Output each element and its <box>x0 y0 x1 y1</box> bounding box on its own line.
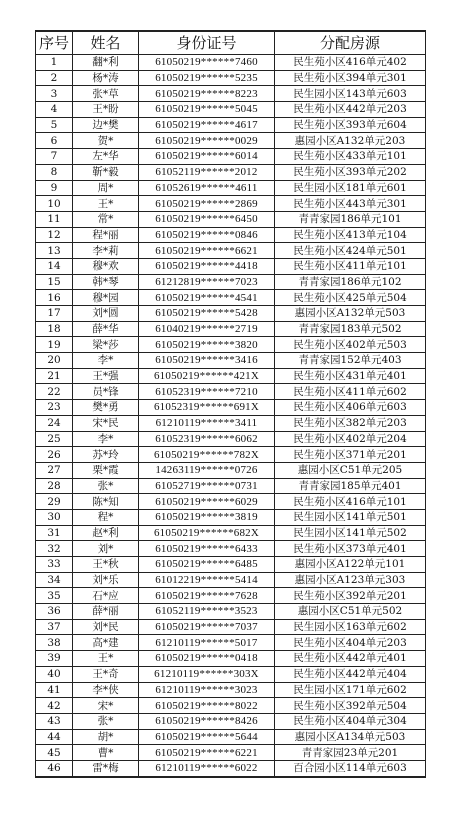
cell-assigned-housing: 民生苑小区411单元602 <box>275 384 426 400</box>
table-row <box>36 149 426 165</box>
cell-id-number: 61050219******8022 <box>139 698 275 714</box>
cell-id-number: 61050219******6485 <box>139 557 275 573</box>
table-row <box>36 102 426 118</box>
cell-assigned-housing: 民生园小区171单元602 <box>275 682 426 698</box>
header-assigned-housing: 分配房源 <box>275 31 426 55</box>
table-row <box>36 462 426 478</box>
cell-id-number: 61050219******8426 <box>139 713 275 729</box>
cell-id-number: 61052119******2012 <box>139 164 275 180</box>
cell-id-number: 61050219******421X <box>139 368 275 384</box>
table-row <box>36 525 426 541</box>
cell-name: 靳*毅 <box>73 164 139 180</box>
cell-name: 翻*利 <box>73 55 139 71</box>
cell-assigned-housing: 民生苑小区394单元301 <box>275 70 426 86</box>
cell-assigned-housing: 民生苑小区373单元401 <box>275 541 426 557</box>
cell-serial-number: 27 <box>36 462 73 478</box>
cell-name: 薛*华 <box>73 321 139 337</box>
table-row <box>36 180 426 196</box>
cell-name: 赵*利 <box>73 525 139 541</box>
table-row <box>36 447 426 463</box>
table-row <box>36 588 426 604</box>
cell-name: 杨*涛 <box>73 70 139 86</box>
table-body <box>36 55 426 777</box>
cell-serial-number: 37 <box>36 619 73 635</box>
cell-name: 陈*知 <box>73 494 139 510</box>
cell-serial-number: 1 <box>36 55 73 71</box>
header-id-number: 身份证号 <box>139 31 275 55</box>
table-row <box>36 55 426 71</box>
cell-id-number: 61210119******3023 <box>139 682 275 698</box>
cell-id-number: 61050219******8223 <box>139 86 275 102</box>
cell-id-number: 61052319******6062 <box>139 431 275 447</box>
cell-serial-number: 29 <box>36 494 73 510</box>
cell-serial-number: 4 <box>36 102 73 118</box>
cell-assigned-housing: 民生苑小区433单元101 <box>275 149 426 165</box>
cell-assigned-housing: 民生苑小区431单元401 <box>275 368 426 384</box>
header-row <box>36 31 426 55</box>
cell-id-number: 61212819******7023 <box>139 274 275 290</box>
cell-name: 穆*园 <box>73 290 139 306</box>
table-row <box>36 384 426 400</box>
cell-name: 张* <box>73 713 139 729</box>
cell-name: 栗*霞 <box>73 462 139 478</box>
cell-assigned-housing: 青青家园186单元102 <box>275 274 426 290</box>
cell-serial-number: 43 <box>36 713 73 729</box>
cell-serial-number: 39 <box>36 651 73 667</box>
cell-serial-number: 3 <box>36 86 73 102</box>
cell-id-number: 61050219******0418 <box>139 651 275 667</box>
cell-name: 李*侠 <box>73 682 139 698</box>
table-row <box>36 666 426 682</box>
cell-assigned-housing: 惠园小区A132单元503 <box>275 306 426 322</box>
table-row <box>36 478 426 494</box>
cell-serial-number: 16 <box>36 290 73 306</box>
table-row <box>36 509 426 525</box>
cell-serial-number: 21 <box>36 368 73 384</box>
table-row <box>36 321 426 337</box>
cell-serial-number: 9 <box>36 180 73 196</box>
cell-name: 李* <box>73 353 139 369</box>
cell-assigned-housing: 民生苑小区393单元202 <box>275 164 426 180</box>
table-row <box>36 604 426 620</box>
cell-id-number: 61050219******6621 <box>139 243 275 259</box>
cell-assigned-housing: 百合园小区114单元603 <box>275 760 426 776</box>
cell-id-number: 61210119******5017 <box>139 635 275 651</box>
cell-name: 刘* <box>73 541 139 557</box>
cell-assigned-housing: 民生苑小区402单元503 <box>275 337 426 353</box>
cell-assigned-housing: 民生苑小区413单元104 <box>275 227 426 243</box>
cell-id-number: 61050219******7460 <box>139 55 275 71</box>
table-row <box>36 258 426 274</box>
table-row <box>36 651 426 667</box>
cell-name: 王* <box>73 651 139 667</box>
cell-assigned-housing: 惠园小区A132单元203 <box>275 133 426 149</box>
cell-id-number: 61050219******782X <box>139 447 275 463</box>
table-row <box>36 133 426 149</box>
cell-name: 王*秋 <box>73 557 139 573</box>
housing-allocation-table <box>35 30 426 778</box>
cell-assigned-housing: 民生苑小区425单元504 <box>275 290 426 306</box>
cell-assigned-housing: 民生苑小区443单元301 <box>275 196 426 212</box>
cell-id-number: 61052619******4611 <box>139 180 275 196</box>
cell-assigned-housing: 惠园小区A134单元503 <box>275 729 426 745</box>
cell-name: 程* <box>73 509 139 525</box>
cell-assigned-housing: 民生苑小区392单元504 <box>275 698 426 714</box>
table-header <box>36 31 426 55</box>
cell-serial-number: 45 <box>36 745 73 761</box>
table-row <box>36 211 426 227</box>
cell-assigned-housing: 民生苑小区406单元603 <box>275 400 426 416</box>
cell-serial-number: 2 <box>36 70 73 86</box>
cell-assigned-housing: 民生园小区143单元603 <box>275 86 426 102</box>
cell-serial-number: 7 <box>36 149 73 165</box>
cell-assigned-housing: 民生苑小区402单元204 <box>275 431 426 447</box>
cell-name: 常* <box>73 211 139 227</box>
cell-serial-number: 41 <box>36 682 73 698</box>
cell-serial-number: 28 <box>36 478 73 494</box>
cell-serial-number: 32 <box>36 541 73 557</box>
table-row <box>36 760 426 776</box>
cell-id-number: 61050219******4418 <box>139 258 275 274</box>
cell-assigned-housing: 惠园小区A123单元303 <box>275 572 426 588</box>
cell-assigned-housing: 青青家园186单元101 <box>275 211 426 227</box>
cell-serial-number: 44 <box>36 729 73 745</box>
cell-name: 边*樊 <box>73 117 139 133</box>
table-row <box>36 86 426 102</box>
cell-assigned-housing: 民生园小区181单元601 <box>275 180 426 196</box>
table-row <box>36 572 426 588</box>
cell-id-number: 61050219******7628 <box>139 588 275 604</box>
cell-id-number: 61050219******3820 <box>139 337 275 353</box>
cell-serial-number: 34 <box>36 572 73 588</box>
cell-assigned-housing: 民生苑小区404单元304 <box>275 713 426 729</box>
cell-serial-number: 46 <box>36 760 73 776</box>
cell-name: 周* <box>73 180 139 196</box>
table-row <box>36 682 426 698</box>
cell-assigned-housing: 民生园小区141单元501 <box>275 509 426 525</box>
cell-assigned-housing: 青青家园23单元201 <box>275 745 426 761</box>
cell-serial-number: 15 <box>36 274 73 290</box>
cell-serial-number: 31 <box>36 525 73 541</box>
cell-serial-number: 23 <box>36 400 73 416</box>
cell-name: 王*奇 <box>73 666 139 682</box>
cell-assigned-housing: 民生苑小区442单元401 <box>275 651 426 667</box>
table-row <box>36 729 426 745</box>
cell-id-number: 61012219******5414 <box>139 572 275 588</box>
table-row <box>36 243 426 259</box>
cell-id-number: 61050219******6221 <box>139 745 275 761</box>
cell-serial-number: 20 <box>36 353 73 369</box>
cell-serial-number: 38 <box>36 635 73 651</box>
cell-serial-number: 19 <box>36 337 73 353</box>
cell-name: 宋* <box>73 698 139 714</box>
cell-serial-number: 36 <box>36 604 73 620</box>
table-row <box>36 290 426 306</box>
cell-serial-number: 5 <box>36 117 73 133</box>
cell-id-number: 61052719******0731 <box>139 478 275 494</box>
cell-serial-number: 13 <box>36 243 73 259</box>
table-row <box>36 196 426 212</box>
cell-id-number: 61050219******6014 <box>139 149 275 165</box>
cell-serial-number: 35 <box>36 588 73 604</box>
table-row <box>36 415 426 431</box>
table-row <box>36 713 426 729</box>
cell-assigned-housing: 民生苑小区404单元203 <box>275 635 426 651</box>
cell-serial-number: 18 <box>36 321 73 337</box>
cell-serial-number: 42 <box>36 698 73 714</box>
cell-name: 韩*琴 <box>73 274 139 290</box>
cell-name: 刘*圆 <box>73 306 139 322</box>
cell-assigned-housing: 民生苑小区393单元604 <box>275 117 426 133</box>
cell-serial-number: 26 <box>36 447 73 463</box>
cell-assigned-housing: 民生苑小区424单元501 <box>275 243 426 259</box>
cell-id-number: 61050219******682X <box>139 525 275 541</box>
cell-id-number: 61050219******5045 <box>139 102 275 118</box>
cell-name: 雷*梅 <box>73 760 139 776</box>
cell-id-number: 61050219******6029 <box>139 494 275 510</box>
cell-assigned-housing: 民生苑小区442单元203 <box>275 102 426 118</box>
cell-name: 曹* <box>73 745 139 761</box>
cell-id-number: 61050219******3819 <box>139 509 275 525</box>
cell-name: 员*锋 <box>73 384 139 400</box>
cell-assigned-housing: 民生苑小区442单元404 <box>275 666 426 682</box>
cell-serial-number: 11 <box>36 211 73 227</box>
cell-serial-number: 10 <box>36 196 73 212</box>
table-row <box>36 70 426 86</box>
cell-id-number: 61210119******6022 <box>139 760 275 776</box>
cell-name: 张* <box>73 478 139 494</box>
cell-assigned-housing: 民生苑小区382单元203 <box>275 415 426 431</box>
cell-name: 宋*民 <box>73 415 139 431</box>
cell-id-number: 14263119******0726 <box>139 462 275 478</box>
cell-id-number: 61040219******2719 <box>139 321 275 337</box>
cell-name: 樊*勇 <box>73 400 139 416</box>
table-row <box>36 353 426 369</box>
cell-assigned-housing: 民生苑小区416单元402 <box>275 55 426 71</box>
cell-id-number: 61052319******691X <box>139 400 275 416</box>
cell-assigned-housing: 民生园小区163单元602 <box>275 619 426 635</box>
table-row <box>36 635 426 651</box>
cell-id-number: 61052119******3523 <box>139 604 275 620</box>
table-row <box>36 400 426 416</box>
cell-assigned-housing: 民生苑小区416单元101 <box>275 494 426 510</box>
table-row <box>36 164 426 180</box>
cell-name: 刘*乐 <box>73 572 139 588</box>
table-row <box>36 274 426 290</box>
cell-id-number: 61050219******5235 <box>139 70 275 86</box>
cell-id-number: 61050219******2869 <box>139 196 275 212</box>
cell-assigned-housing: 青青家园183单元502 <box>275 321 426 337</box>
cell-name: 刘*民 <box>73 619 139 635</box>
cell-name: 王*盼 <box>73 102 139 118</box>
cell-id-number: 61050219******0846 <box>139 227 275 243</box>
cell-assigned-housing: 民生园小区141单元502 <box>275 525 426 541</box>
header-name: 姓名 <box>73 31 139 55</box>
cell-assigned-housing: 惠园小区A122单元101 <box>275 557 426 573</box>
cell-id-number: 61050219******6450 <box>139 211 275 227</box>
cell-name: 程*丽 <box>73 227 139 243</box>
cell-assigned-housing: 民生苑小区411单元101 <box>275 258 426 274</box>
cell-serial-number: 17 <box>36 306 73 322</box>
table-row <box>36 619 426 635</box>
cell-serial-number: 8 <box>36 164 73 180</box>
cell-serial-number: 12 <box>36 227 73 243</box>
cell-id-number: 61050219******5428 <box>139 306 275 322</box>
cell-id-number: 61210119******303X <box>139 666 275 682</box>
cell-assigned-housing: 民生苑小区371单元201 <box>275 447 426 463</box>
table-row <box>36 117 426 133</box>
cell-serial-number: 25 <box>36 431 73 447</box>
cell-name: 胡* <box>73 729 139 745</box>
table-row <box>36 337 426 353</box>
cell-serial-number: 33 <box>36 557 73 573</box>
table-row <box>36 557 426 573</box>
cell-id-number: 61052319******7210 <box>139 384 275 400</box>
table-row <box>36 368 426 384</box>
cell-id-number: 61050219******0029 <box>139 133 275 149</box>
table-row <box>36 306 426 322</box>
cell-name: 薛*丽 <box>73 604 139 620</box>
cell-assigned-housing: 民生苑小区392单元201 <box>275 588 426 604</box>
table-row <box>36 431 426 447</box>
cell-id-number: 61050219******7037 <box>139 619 275 635</box>
cell-id-number: 61050219******4541 <box>139 290 275 306</box>
cell-name: 左*华 <box>73 149 139 165</box>
cell-name: 穆*欢 <box>73 258 139 274</box>
cell-name: 石*应 <box>73 588 139 604</box>
table-row <box>36 227 426 243</box>
cell-assigned-housing: 青青家园185单元401 <box>275 478 426 494</box>
cell-serial-number: 24 <box>36 415 73 431</box>
cell-id-number: 61050219******6433 <box>139 541 275 557</box>
cell-name: 王* <box>73 196 139 212</box>
table-row <box>36 541 426 557</box>
cell-id-number: 61210119******3411 <box>139 415 275 431</box>
cell-assigned-housing: 惠园小区C51单元205 <box>275 462 426 478</box>
table-row <box>36 698 426 714</box>
cell-name: 张*草 <box>73 86 139 102</box>
cell-id-number: 61050219******3416 <box>139 353 275 369</box>
cell-serial-number: 30 <box>36 509 73 525</box>
cell-assigned-housing: 惠园小区C51单元502 <box>275 604 426 620</box>
cell-name: 梁*莎 <box>73 337 139 353</box>
cell-assigned-housing: 青青家园152单元403 <box>275 353 426 369</box>
cell-id-number: 61050219******4617 <box>139 117 275 133</box>
cell-id-number: 61050219******5644 <box>139 729 275 745</box>
cell-serial-number: 40 <box>36 666 73 682</box>
cell-serial-number: 14 <box>36 258 73 274</box>
table-row <box>36 745 426 761</box>
cell-name: 贺* <box>73 133 139 149</box>
cell-name: 苏*玲 <box>73 447 139 463</box>
cell-name: 李* <box>73 431 139 447</box>
table-row <box>36 494 426 510</box>
cell-serial-number: 22 <box>36 384 73 400</box>
cell-name: 李*莉 <box>73 243 139 259</box>
cell-serial-number: 6 <box>36 133 73 149</box>
header-serial-number: 序号 <box>36 31 73 55</box>
cell-name: 王*强 <box>73 368 139 384</box>
cell-name: 高*建 <box>73 635 139 651</box>
